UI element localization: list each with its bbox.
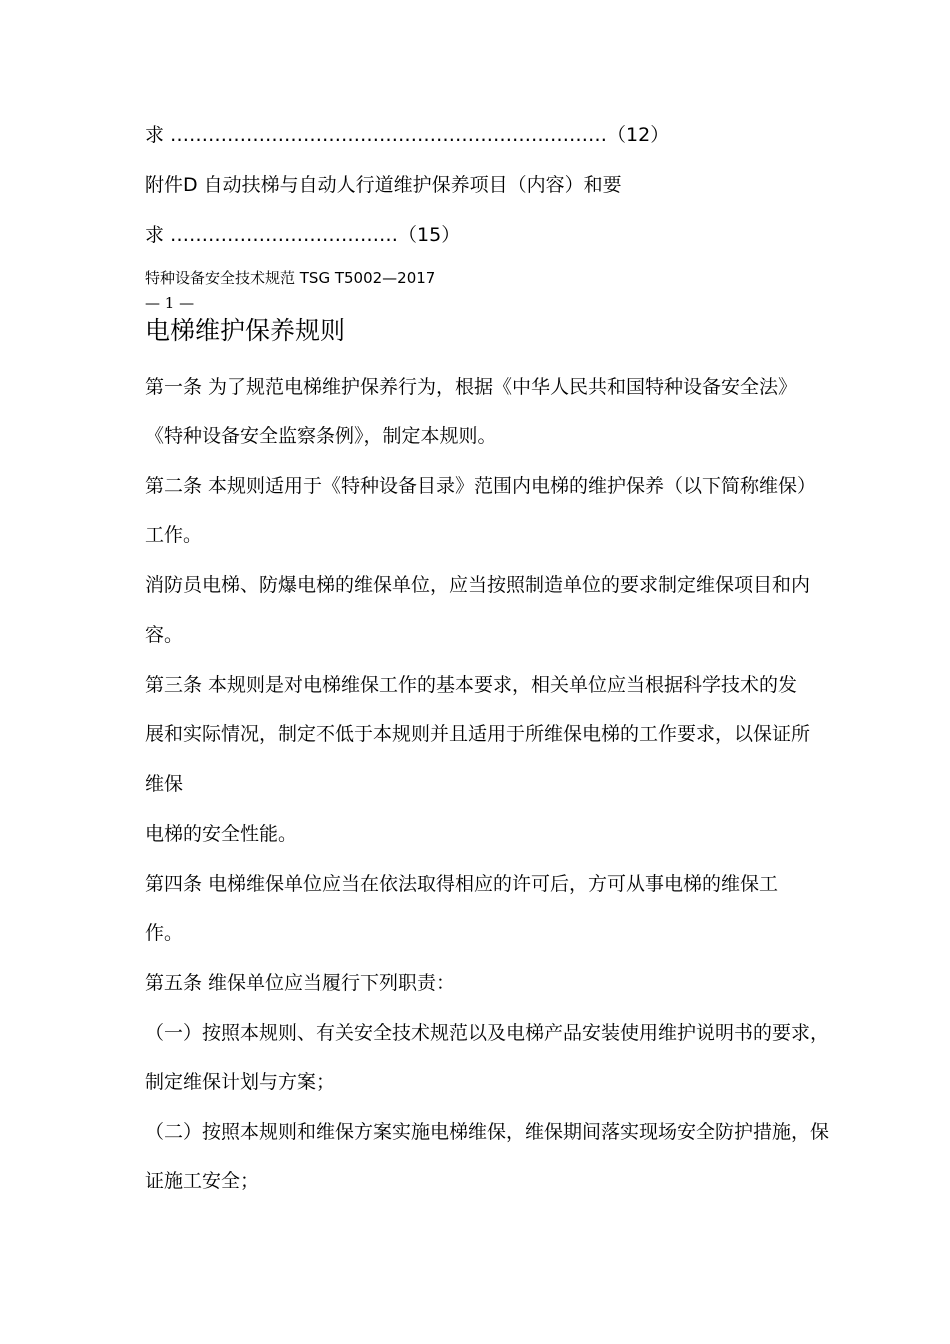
article-3-line-1: 第三条 本规则是对电梯维保工作的基本要求，相关单位应当根据科学技术的发 <box>145 674 798 696</box>
page-number: — 1 — <box>145 294 195 312</box>
toc-line-2: 附件D 自动扶梯与自动人行道维护保养项目（内容）和要 <box>145 174 622 196</box>
toc-line-1: 求 ……………………………………………………………（12） <box>145 124 670 146</box>
article-2-para-2-line-1: 消防员电梯、防爆电梯的维保单位，应当按照制造单位的要求制定维保项目和内 <box>145 574 811 596</box>
article-2-line-2: 工作。 <box>145 524 203 546</box>
article-3-line-4: 电梯的安全性能。 <box>145 823 298 845</box>
article-5-line-1: 第五条 维保单位应当履行下列职责： <box>145 972 456 994</box>
toc-line-3: 求 ………………………………（15） <box>145 224 461 246</box>
article-1-line-2: 《特种设备安全监察条例》，制定本规则。 <box>145 425 497 447</box>
article-5-item-2-line-2: 证施工安全； <box>145 1170 260 1192</box>
article-2-line-1: 第二条 本规则适用于《特种设备目录》范围内电梯的维护保养（以下简称维保） <box>145 475 817 497</box>
article-2-para-2-line-2: 容。 <box>145 624 184 646</box>
document-title: 电梯维护保养规则 <box>145 316 346 345</box>
article-5-item-1-line-2: 制定维保计划与方案； <box>145 1071 336 1093</box>
article-1-line-1: 第一条 为了规范电梯维护保养行为，根据《中华人民共和国特种设备安全法》 <box>145 376 798 398</box>
article-3-line-3: 维保 <box>145 773 184 795</box>
running-header: 特种设备安全技术规范 TSG T5002—2017 <box>145 269 436 287</box>
article-5-item-1-line-1: （一）按照本规则、有关安全技术规范以及电梯产品安装使用维护说明书的要求， <box>145 1022 830 1044</box>
article-4-line-1: 第四条 电梯维保单位应当在依法取得相应的许可后，方可从事电梯的维保工 <box>145 873 779 895</box>
article-3-line-2: 展和实际情况，制定不低于本规则并且适用于所维保电梯的工作要求，以保证所 <box>145 723 811 745</box>
article-4-line-2: 作。 <box>145 922 184 944</box>
article-5-item-2-line-1: （二）按照本规则和维保方案实施电梯维保，维保期间落实现场安全防护措施，保 <box>145 1121 830 1143</box>
